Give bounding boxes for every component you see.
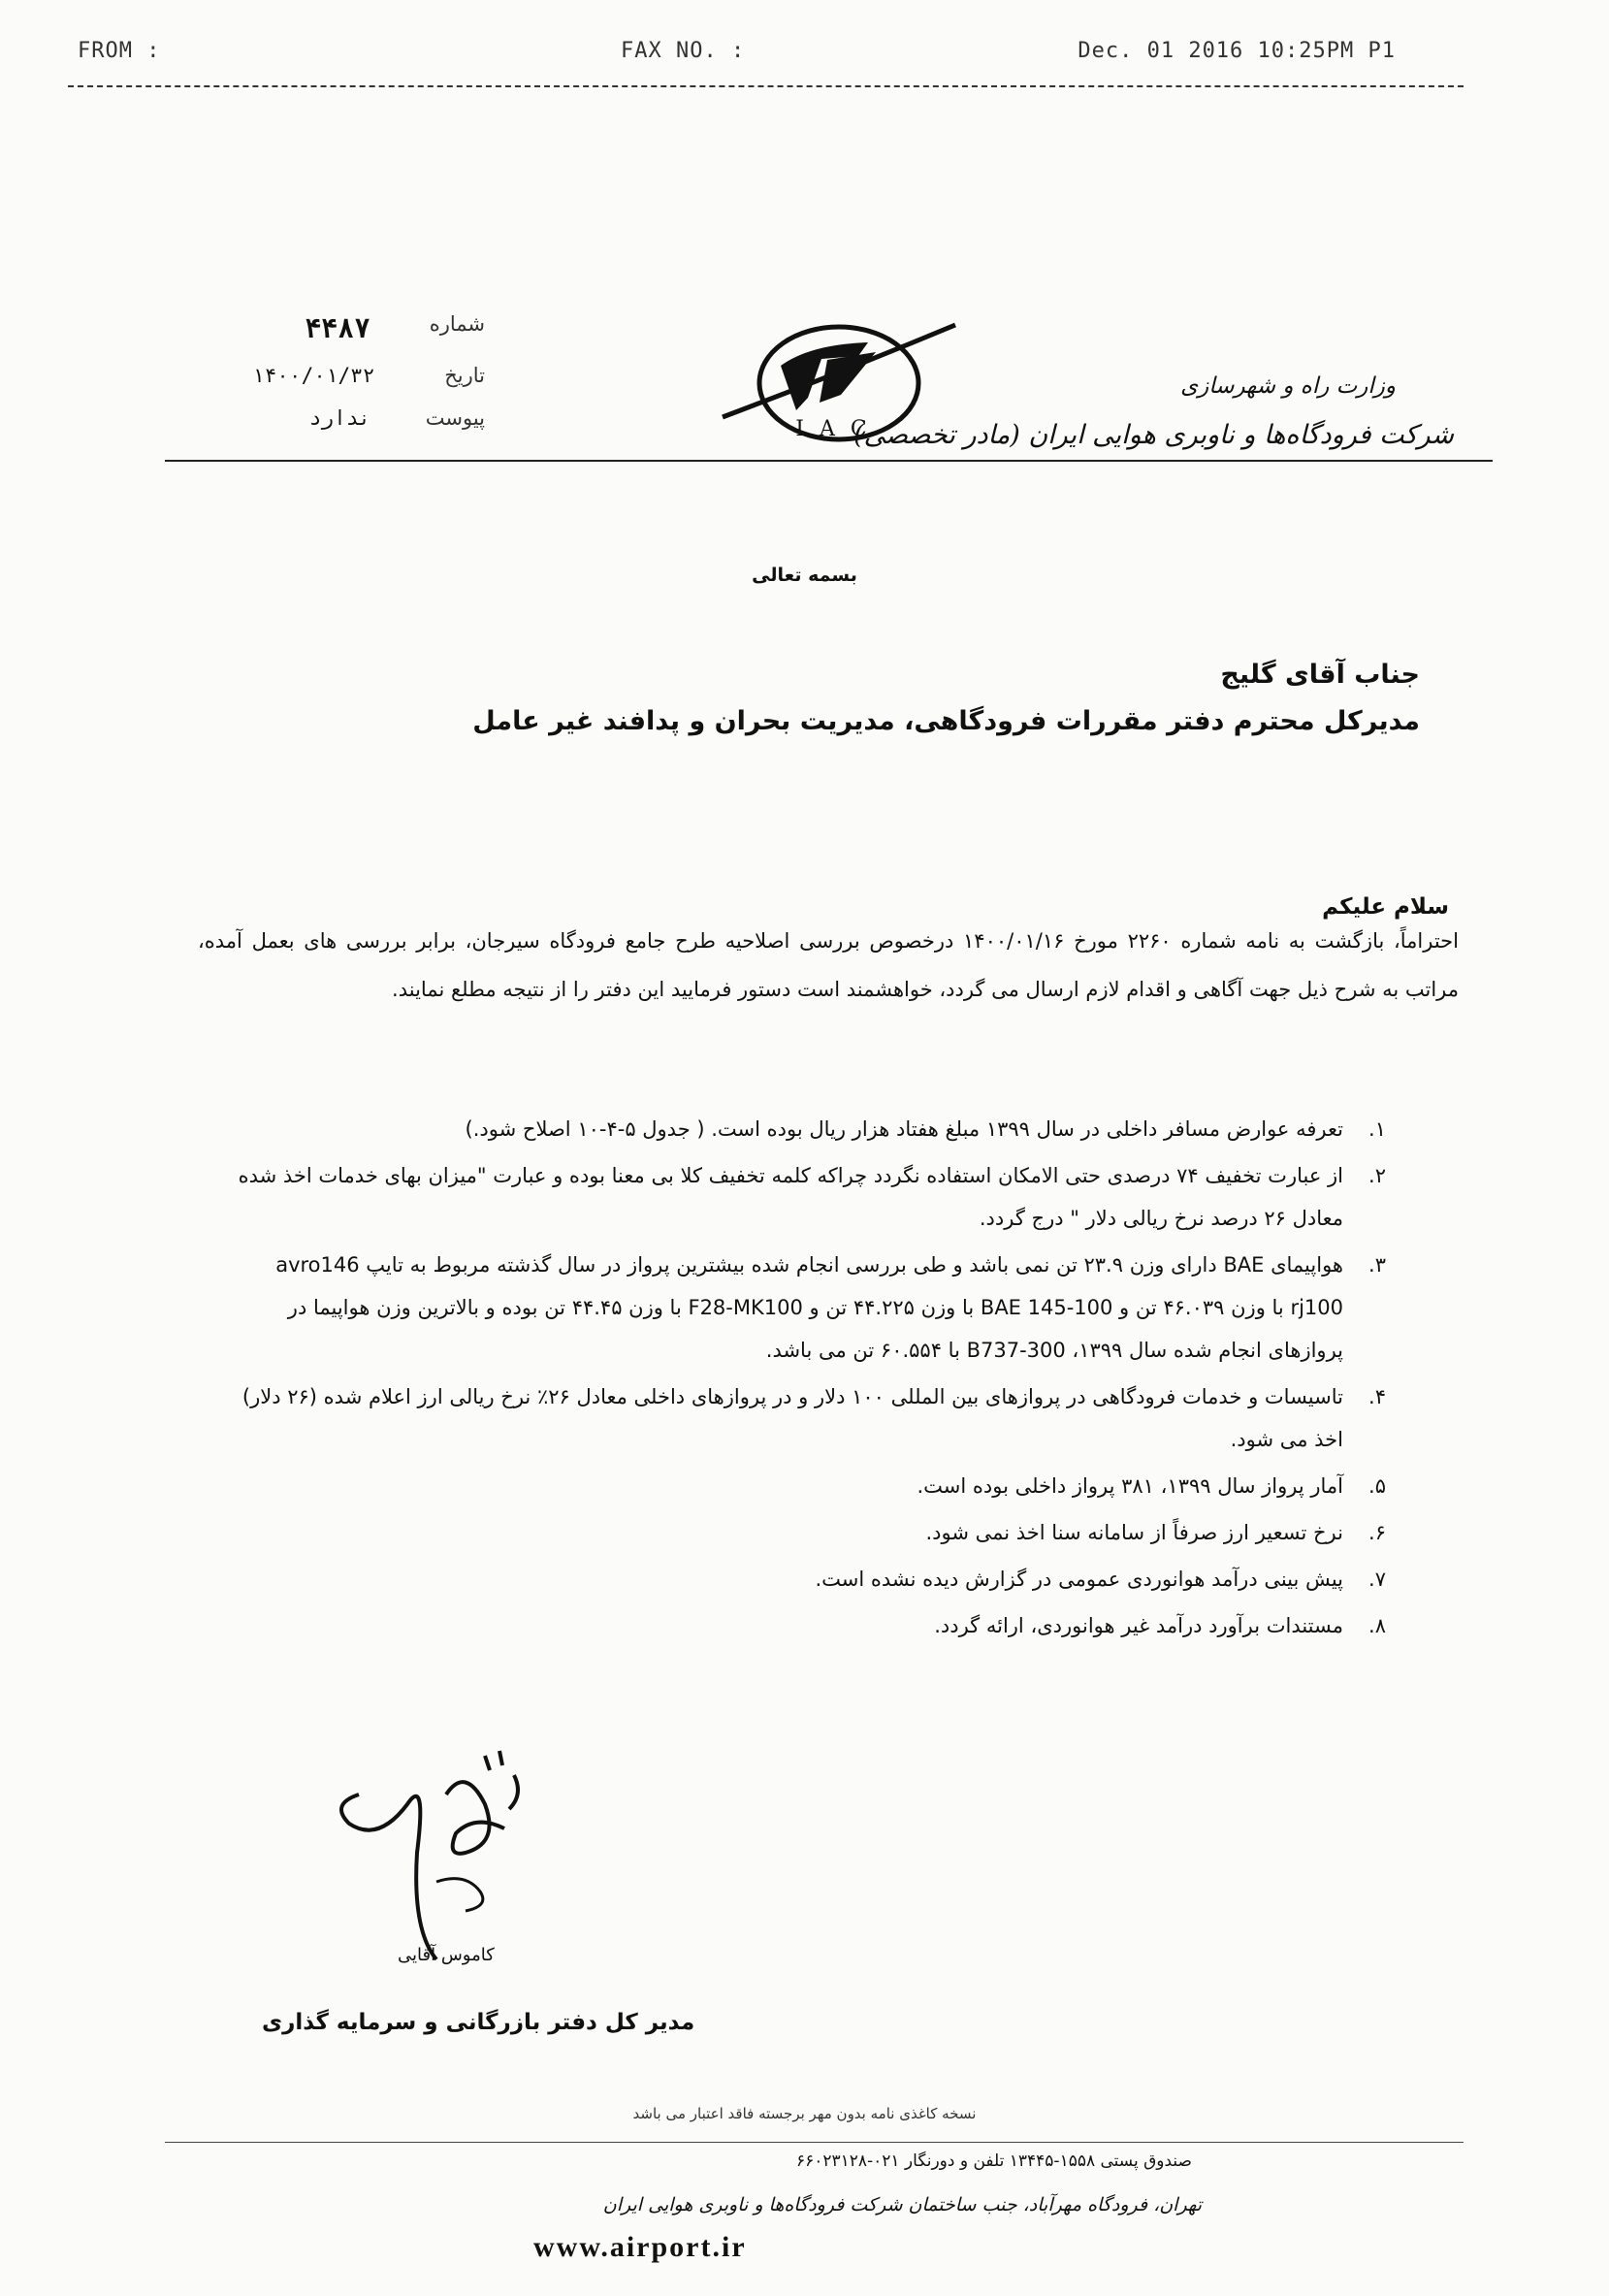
letter-attachment: ندارد	[308, 406, 370, 430]
fax-from: FROM :	[78, 39, 161, 63]
item-number: ۴.	[1368, 1385, 1386, 1408]
items-list	[222, 1108, 1386, 1651]
list-item	[222, 1108, 1386, 1150]
letter-number-row	[252, 312, 485, 344]
item-text: نرخ تسعیر ارز صرفاً از سامانه سنا اخذ نمی شود.	[925, 1521, 1343, 1544]
header-divider	[165, 460, 1493, 462]
fax-divider	[68, 85, 1464, 87]
validity-note: نسخه کاغذی نامه بدون مهر برجسته فاقد اعتبار می باشد	[632, 2105, 977, 2122]
list-item	[222, 1604, 1386, 1647]
list-item	[222, 1558, 1386, 1601]
item-text: تاسیسات و خدمات فرودگاهی در پروازهای بین المللی ۱۰۰ دلار و در پروازهای داخلی معادل ۲۶٪ نرخ ریالی ارز اعلام شده (۲۶ دلار) اخذ می شود.	[241, 1385, 1343, 1451]
list-item	[222, 1375, 1386, 1461]
item-number: ۵.	[1368, 1474, 1386, 1498]
fax-number: FAX NO. :	[621, 39, 746, 63]
letter-date: ۱۴۰۰/۰۱/۳۲	[252, 364, 375, 387]
list-item	[222, 1465, 1386, 1507]
signer-title: مدیر کل دفتر بازرگانی و سرمایه گذاری	[262, 2010, 695, 2035]
item-text: تعرفه عوارض مسافر داخلی در سال ۱۳۹۹ مبلغ هفتاد هزار ریال بوده است. ( جدول ۵-۴-۱۰ اصلاح شود.)	[465, 1117, 1343, 1141]
intro-paragraph: احتراماً، بازگشت به نامه شماره ۲۲۶۰ مورخ ۱۴۰۰/۰۱/۱۶ درخصوص بررسی اصلاحیه طرح جامع فرودگاه سیرجان، برابر بررسی های بعمل آمده، مراتب به شرح ذیل جهت آگاهی و اقدام لازم ارسال می گردد، خواهشمند است دستور فرمایید این دفتر را از نتیجه مطلع نمایند.	[198, 929, 1459, 1001]
letter-number: ۴۴۸۷	[305, 312, 370, 344]
organization-header	[853, 373, 1454, 450]
greeting: سلام علیکم	[1322, 894, 1449, 920]
item-number: ۲.	[1368, 1164, 1386, 1187]
list-item	[222, 1154, 1386, 1240]
letter-date-label: تاریخ	[444, 364, 485, 387]
item-text: هواپیمای BAE دارای وزن ۲۳.۹ تن نمی باشد و طی بررسی انجام شده بیشترین پرواز در سال گذشته مربوط به تایپ avro146 rj100 با وزن ۴۶.۰۳۹ تن و BAE 145-100 با وزن ۴۴.۲۲۵ تن و F28-MK100 با وزن ۴۴.۴۵ تن بوده و بالاترین وزن هواپیما در پروازهای انجام شده سال ۱۳۹۹، B737-300 با ۶۰.۵۵۴ تن می باشد.	[275, 1253, 1343, 1362]
website-link[interactable]: www.airport.ir	[533, 2231, 747, 2263]
item-text: از عبارت تخفیف ۷۴ درصدی حتی الامکان استفاده نگردد چراکه کلمه تخفیف کلا بی معنا بوده و عبارت "میزان بهای خدمات اخذ شده معادل ۲۶ درصد نرخ ریالی دلار " درج گردد.	[238, 1164, 1343, 1230]
bismillah: بسمه تعالی	[752, 565, 857, 586]
recipient-name: جناب آقای گلیج	[1220, 660, 1420, 690]
item-text: آمار پرواز سال ۱۳۹۹، ۳۸۱ پرواز داخلی بوده است.	[917, 1474, 1343, 1498]
item-text: پیش بینی درآمد هوانوردی عمومی در گزارش دیده نشده است.	[815, 1568, 1343, 1591]
fax-date: Dec. 01 2016 10:25PM P1	[1078, 39, 1396, 63]
letter-date-row	[252, 364, 485, 387]
ministry-name: وزارت راه و شهرسازی	[1180, 373, 1396, 399]
item-number: ۱.	[1368, 1117, 1386, 1141]
item-number: ۷.	[1368, 1568, 1386, 1591]
list-item	[222, 1511, 1386, 1554]
letter-attachment-row	[252, 406, 485, 430]
signer-name: کاموس آقایی	[398, 1945, 495, 1965]
item-text: مستندات برآورد درآمد غیر هوانوردی، ارائه گردد.	[934, 1614, 1343, 1637]
footer-divider	[165, 2142, 1464, 2143]
signature-icon	[320, 1736, 572, 1979]
letter-number-label: شماره	[429, 312, 485, 336]
footer-address: تهران، فرودگاه مهرآباد، جنب ساختمان شرکت فرودگاه‌ها و ناوبری هوایی ایران	[602, 2194, 1202, 2215]
letter-attachment-label: پیوست	[425, 406, 485, 430]
item-number: ۳.	[1368, 1253, 1386, 1277]
logo-text: IAC	[795, 417, 883, 441]
footer-contact: صندوق پستی ۱۵۵۸-۱۳۴۴۵ تلفن و دورنگار ۰۲۱-۶۶۰۲۳۱۲۸	[795, 2151, 1192, 2171]
recipient-position: مدیرکل محترم دفتر مقررات فرودگاهی، مدیریت بحران و پدافند غیر عامل	[472, 706, 1420, 736]
item-number: ۶.	[1368, 1521, 1386, 1544]
list-item	[222, 1244, 1386, 1372]
letter-meta	[252, 312, 485, 449]
item-number: ۸.	[1368, 1614, 1386, 1637]
company-name: شرکت فرودگاه‌ها و ناوبری هوایی ایران (مادر تخصصی)	[853, 420, 1454, 450]
